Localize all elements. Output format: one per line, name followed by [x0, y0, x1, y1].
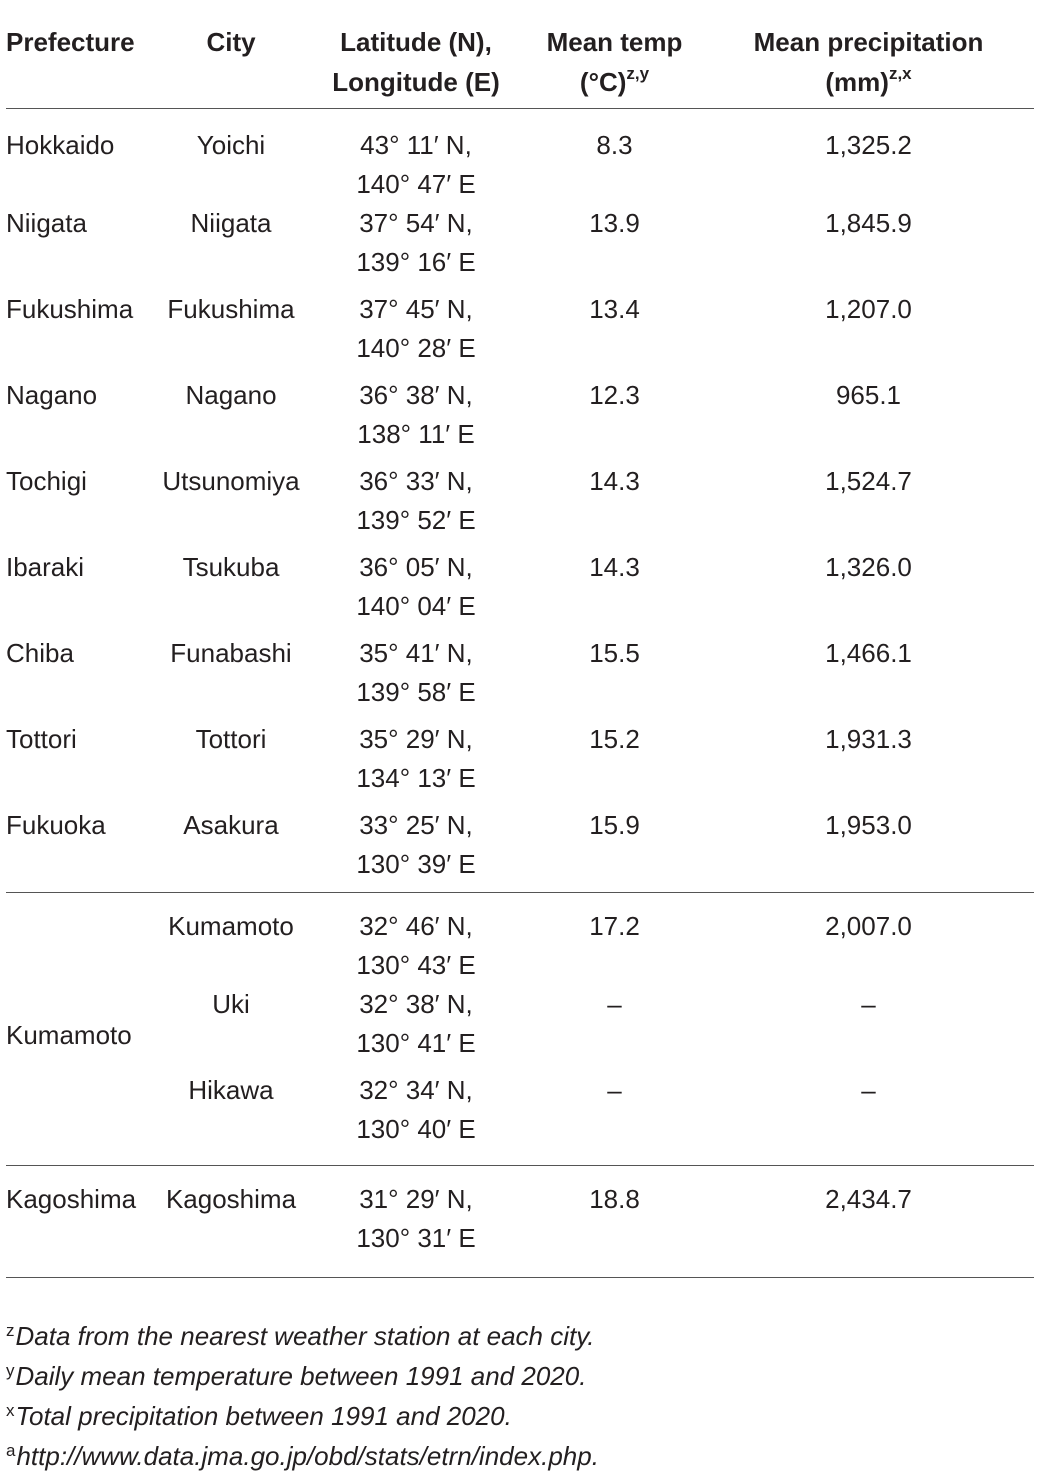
cell-temp: 18.8: [526, 1165, 703, 1277]
table-row: [6, 290, 1034, 376]
cell-lat: 37° 45′ N,: [359, 294, 473, 324]
cell-lon: 134° 13′ E: [356, 763, 476, 793]
cell-prefecture: Fukushima: [6, 294, 134, 324]
footnote-y: [6, 1358, 1034, 1398]
cell-prefecture: Ibaraki: [6, 552, 85, 582]
cell-lon: 130° 39′ E: [356, 849, 476, 879]
cell-precipitation: –: [861, 989, 876, 1019]
cell-city: Tottori: [195, 724, 267, 754]
cell-precipitation: 1,931.3: [825, 724, 912, 754]
cell-lon: 139° 58′ E: [356, 677, 476, 707]
header-latlon-line1: Latitude (N),: [340, 27, 492, 57]
cell-latlon: [306, 109, 526, 205]
cell-precipitation: 2,007.0: [703, 893, 1034, 986]
cell-lat: 36° 38′ N,: [359, 380, 473, 410]
table-row: [6, 204, 1034, 290]
cell-city: Hikawa: [188, 1075, 274, 1105]
cell-latlon: [306, 1071, 526, 1165]
cell-city: Uki: [212, 989, 250, 1019]
cell-lat: 43° 11′ N,: [360, 130, 472, 160]
cell-lat: 32° 46′ N,: [359, 911, 473, 941]
cell-latlon: [306, 376, 526, 462]
table-row: [6, 462, 1034, 548]
cell-temp: 15.9: [589, 810, 640, 840]
cell-prefecture: Nagano: [6, 380, 98, 410]
header-temp-line2: (°C): [579, 67, 627, 97]
header-temp-sup: z,y: [626, 64, 650, 84]
climate-table-container: [6, 22, 1034, 1278]
cell-lon: 139° 16′ E: [356, 247, 476, 277]
cell-temp: 14.3: [589, 552, 640, 582]
header-city: City: [156, 22, 306, 109]
cell-lon: 130° 31′ E: [356, 1222, 476, 1253]
table-row: [6, 985, 1034, 1071]
cell-lat: 36° 05′ N,: [359, 552, 473, 582]
cell-temp: –: [607, 989, 622, 1019]
cell-precipitation: 1,207.0: [825, 294, 912, 324]
cell-latlon: [306, 893, 526, 986]
cell-lat: 36° 33′ N,: [359, 466, 473, 496]
cell-city: Tsukuba: [182, 552, 280, 582]
table-footnotes: [6, 1318, 1034, 1478]
table-row: [6, 1071, 1034, 1165]
cell-precipitation: 1,845.9: [825, 208, 912, 238]
cell-city: Nagano: [185, 380, 277, 410]
cell-prefecture: Hokkaido: [6, 130, 115, 160]
cell-lat: 32° 38′ N,: [359, 989, 473, 1019]
footnote-text: Daily mean temperature between 1991 and 2020.: [15, 1361, 587, 1391]
footnote-mark: x: [6, 1401, 15, 1420]
cell-city: Kumamoto: [156, 893, 306, 986]
footnote-z: [6, 1318, 1034, 1358]
cell-lat: 35° 29′ N,: [359, 724, 473, 754]
cell-city: Niigata: [190, 208, 272, 238]
cell-precipitation: 1,524.7: [825, 466, 912, 496]
header-precipitation: [703, 22, 1034, 109]
cell-temp: 13.4: [589, 294, 640, 324]
footnote-x: [6, 1398, 1034, 1438]
table-row: [6, 806, 1034, 893]
footnote-link[interactable]: http://www.data.jma.go.jp/obd/stats/etrn/index.php.: [16, 1441, 599, 1471]
cell-prefecture: Tochigi: [6, 466, 87, 496]
table-header-row: [6, 22, 1034, 109]
cell-lat: 31° 29′ N,: [359, 1183, 473, 1214]
cell-temp: 17.2: [526, 893, 703, 986]
cell-latlon: [306, 806, 526, 893]
header-prec-line1: Mean precipitation: [753, 27, 984, 57]
cell-precipitation: 1,325.2: [825, 130, 912, 160]
footnote-mark: y: [6, 1361, 15, 1380]
cell-city: Utsunomiya: [162, 466, 300, 496]
cell-lon: 139° 52′ E: [356, 505, 476, 535]
table-row: [6, 720, 1034, 806]
cell-precipitation: 1,326.0: [825, 552, 912, 582]
table-row: [6, 109, 1034, 205]
cell-prefecture: Kagoshima: [6, 1165, 156, 1277]
cell-lon: 130° 41′ E: [356, 1028, 476, 1058]
footnote-mark: a: [6, 1441, 16, 1460]
footnote-a: [6, 1438, 1034, 1478]
cell-temp: –: [607, 1075, 622, 1105]
cell-latlon: [306, 462, 526, 548]
climate-table: [6, 22, 1034, 1278]
cell-temp: 8.3: [596, 130, 633, 160]
cell-latlon: [306, 548, 526, 634]
table-row: [6, 376, 1034, 462]
cell-lat: 32° 34′ N,: [359, 1075, 473, 1105]
header-temp: [526, 22, 703, 109]
cell-lon: 140° 28′ E: [356, 333, 476, 363]
footnote-text: Data from the nearest weather station at each city.: [15, 1321, 595, 1351]
cell-lat: 37° 54′ N,: [359, 208, 473, 238]
cell-city: Kagoshima: [156, 1165, 306, 1277]
header-prec-line2: (mm): [825, 67, 889, 97]
cell-temp: 15.2: [589, 724, 640, 754]
table-row: [6, 893, 1034, 986]
cell-city: Yoichi: [196, 130, 266, 160]
cell-latlon: [306, 290, 526, 376]
cell-temp: 14.3: [589, 466, 640, 496]
footnote-mark: z: [6, 1321, 15, 1340]
header-latlon: [306, 22, 526, 109]
cell-precipitation: 1,953.0: [825, 810, 912, 840]
header-prec-sup: z,x: [888, 64, 912, 84]
cell-prefecture: Tottori: [6, 724, 77, 754]
cell-latlon: [306, 985, 526, 1071]
cell-latlon: [306, 204, 526, 290]
header-temp-line1: Mean temp: [546, 27, 683, 57]
header-prefecture: Prefecture: [6, 22, 156, 109]
cell-lat: 33° 25′ N,: [359, 810, 473, 840]
cell-prefecture: Fukuoka: [6, 810, 106, 840]
cell-lon: 138° 11′ E: [357, 419, 475, 449]
table-body: [6, 109, 1034, 1278]
cell-latlon: [306, 720, 526, 806]
cell-prefecture: Niigata: [6, 208, 87, 238]
table-row: [6, 548, 1034, 634]
cell-lon: 140° 04′ E: [356, 591, 476, 621]
cell-precipitation: 965.1: [835, 380, 902, 410]
footnote-text: Total precipitation between 1991 and 2020.: [15, 1401, 512, 1431]
cell-lat: 35° 41′ N,: [359, 638, 473, 668]
cell-prefecture: Chiba: [6, 638, 74, 668]
cell-temp: 13.9: [589, 208, 640, 238]
cell-temp: 12.3: [589, 380, 640, 410]
cell-prefecture-kumamoto: Kumamoto: [6, 893, 156, 1166]
cell-lon: 130° 40′ E: [356, 1114, 476, 1144]
cell-temp: 15.5: [589, 638, 640, 668]
cell-precipitation: –: [861, 1075, 876, 1105]
cell-latlon: [306, 1165, 526, 1277]
cell-precipitation: 2,434.7: [703, 1165, 1034, 1277]
cell-city: Asakura: [183, 810, 279, 840]
header-latlon-line2: Longitude (E): [332, 67, 500, 97]
cell-latlon: [306, 634, 526, 720]
cell-precipitation: 1,466.1: [825, 638, 912, 668]
cell-city: Fukushima: [167, 294, 295, 324]
cell-lon: 140° 47′ E: [356, 169, 476, 199]
cell-lon: 130° 43′ E: [356, 950, 476, 980]
cell-city: Funabashi: [170, 638, 292, 668]
table-row: [6, 634, 1034, 720]
table-row: [6, 1165, 1034, 1277]
